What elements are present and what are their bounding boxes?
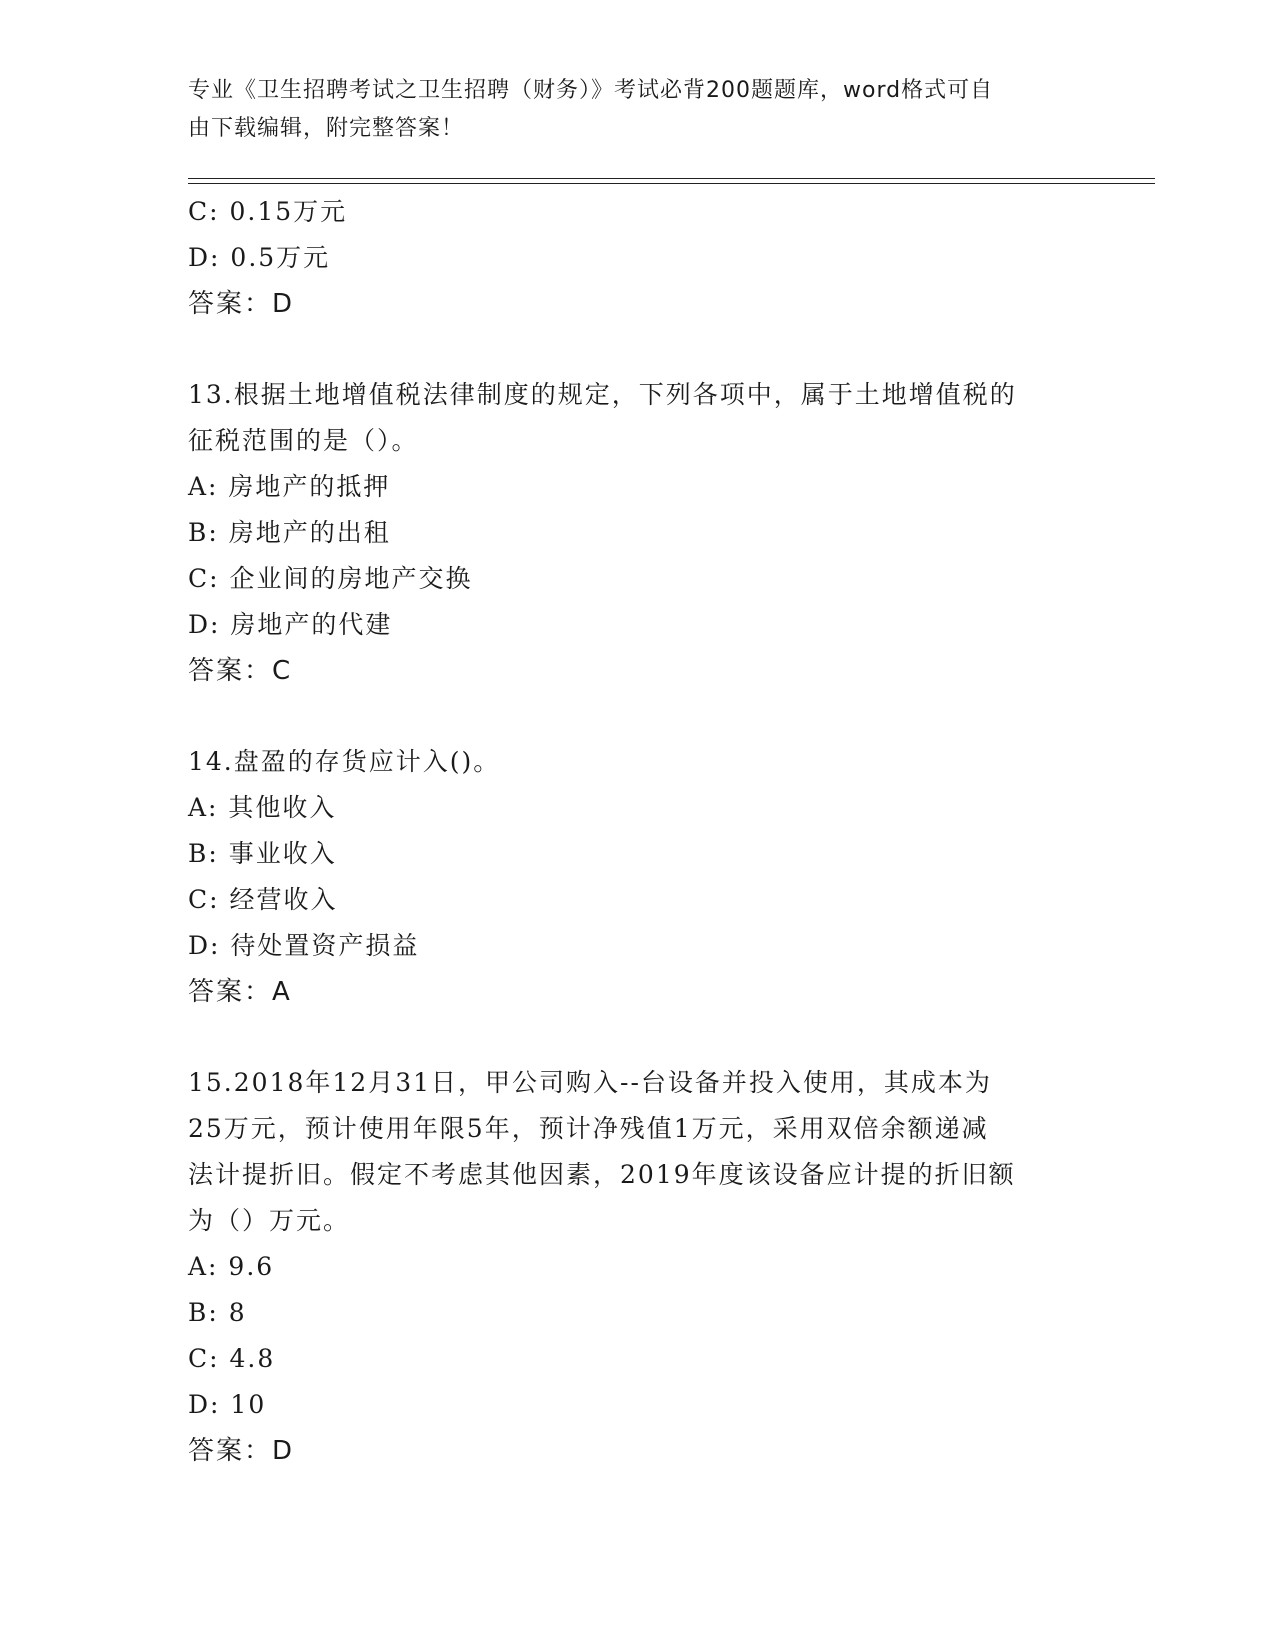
question-13 <box>188 372 1088 694</box>
option-a: A: 其他收入 <box>188 793 337 822</box>
question-text-line: 法计提折旧。假定不考虑其他因素，2019年度该设备应计提的折旧额 <box>188 1160 1016 1189</box>
header-divider-top <box>188 178 1155 179</box>
option-c: C: 0.15万元 <box>188 197 348 226</box>
question-text-line: 为（）万元。 <box>188 1206 351 1235</box>
header-line-2: 由下载编辑，附完整答案！ <box>188 116 465 141</box>
option-c: C: 企业间的房地产交换 <box>188 564 473 593</box>
question-text-line: 15.2018年12月31日，甲公司购入--台设备并投入使用，其成本为 <box>188 1068 992 1097</box>
answer-line: 答案：C <box>188 656 293 686</box>
question-text-line: 25万元，预计使用年限5年，预计净残值1万元，采用双倍余额递减 <box>188 1114 989 1143</box>
option-a: A: 房地产的抵押 <box>188 472 391 501</box>
answer-line: 答案：A <box>188 977 292 1007</box>
option-c: C: 4.8 <box>188 1344 276 1373</box>
header-line-1: 专业《卫生招聘考试之卫生招聘（财务）》考试必背200题题库，word格式可自 <box>188 78 994 103</box>
option-d: D: 房地产的代建 <box>188 610 393 639</box>
header-divider-bottom <box>188 183 1155 184</box>
question-text-line: 13.根据土地增值税法律制度的规定，下列各项中，属于土地增值税的 <box>188 380 1017 409</box>
answer-line: 答案：D <box>188 289 295 319</box>
option-b: B: 房地产的出租 <box>188 518 391 547</box>
question-list <box>188 189 1088 1474</box>
option-d: D: 待处置资产损益 <box>188 931 420 960</box>
option-a: A: 9.6 <box>188 1252 275 1281</box>
option-b: B: 事业收入 <box>188 839 337 868</box>
question-14 <box>188 739 1088 1015</box>
option-d: D: 10 <box>188 1390 267 1419</box>
question-text-line: 征税范围的是（）。 <box>188 426 419 455</box>
question-text-line: 14.盘盈的存货应计入()。 <box>188 747 501 776</box>
option-c: C: 经营收入 <box>188 885 338 914</box>
answer-line: 答案：D <box>188 1436 295 1466</box>
question-12-tail <box>188 189 1088 327</box>
option-d: D: 0.5万元 <box>188 243 331 272</box>
option-b: B: 8 <box>188 1298 247 1327</box>
question-15 <box>188 1060 1088 1474</box>
document-header <box>188 72 1068 148</box>
